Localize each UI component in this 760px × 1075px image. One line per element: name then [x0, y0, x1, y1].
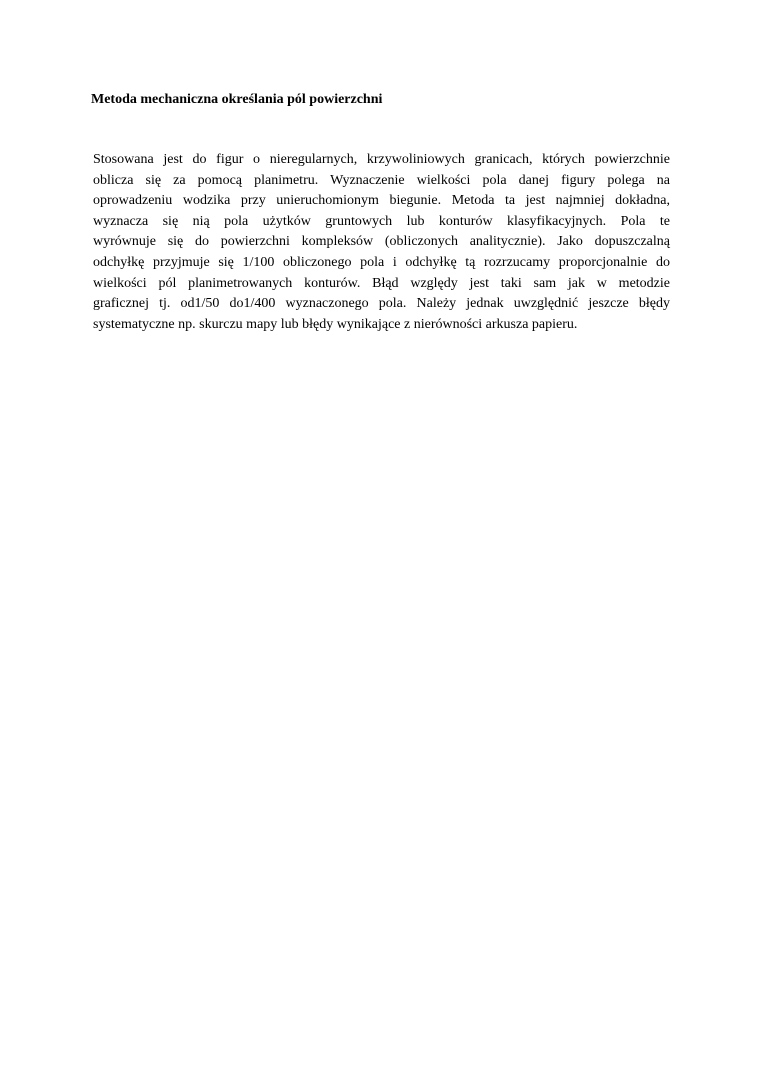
body-paragraph — [93, 150, 670, 335]
paragraph-line: wielkości pól planimetrowanych konturów. Błąd względy jest taki sam jak w metodzie — [93, 275, 670, 291]
document-title: Metoda mechaniczna określania pól powierzchni — [91, 92, 383, 107]
paragraph-line: wyznacza się nią pola użytków gruntowych lub konturów klasyfikacyjnych. Pola te — [93, 213, 670, 229]
paragraph-line: graficznej tj. od1/50 do1/400 wyznaczonego pola. Należy jednak uwzględnić jeszcze błędy — [93, 296, 670, 312]
paragraph-line: wyrównuje się do powierzchni kompleksów (obliczonych analitycznie). Jako dopuszczalną — [93, 234, 670, 250]
paragraph-line: odchyłkę przyjmuje się 1/100 obliczonego pola i odchyłkę tą rozrzucamy proporcjonalnie do — [93, 254, 670, 270]
paragraph-line: oprowadzeniu wodzika przy unieruchomionym biegunie. Metoda ta jest najmniej dokładna, — [93, 193, 670, 209]
paragraph-line: systematyczne np. skurczu mapy lub błędy wynikające z nierówności arkusza papieru. — [93, 316, 578, 332]
paragraph-line: oblicza się za pomocą planimetru. Wyznaczenie wielkości pola danej figury polega na — [93, 172, 670, 188]
paragraph-line: Stosowana jest do figur o nieregularnych, krzywoliniowych granicach, których powierzchnie — [93, 152, 670, 167]
